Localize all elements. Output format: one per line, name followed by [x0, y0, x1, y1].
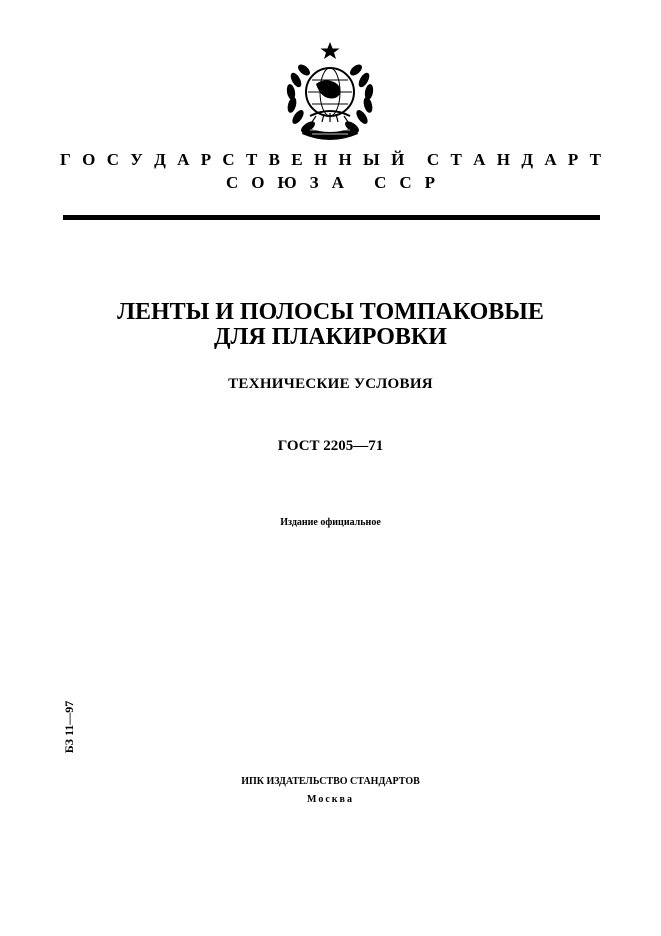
- header-letter: А: [544, 150, 557, 169]
- header-letter: А: [177, 150, 190, 169]
- publisher: ИПК ИЗДАТЕЛЬСТВО СТАНДАРТОВ: [241, 776, 420, 787]
- header-letter: Е: [291, 150, 303, 169]
- header-letter: У: [130, 150, 143, 169]
- ussr-state-emblem-icon: [276, 40, 384, 148]
- publisher-city: Москва: [307, 794, 354, 805]
- header-letter: Й: [391, 150, 405, 169]
- header-letter: Н: [338, 150, 352, 169]
- header-state-standard: [60, 150, 601, 170]
- header-letter: В: [268, 150, 280, 169]
- header-letter: Р: [200, 150, 212, 169]
- header-letter: Н: [313, 150, 328, 169]
- title-line: ЛЕНТЫ И ПОЛОСЫ ТОМПАКОВЫЕ: [117, 299, 544, 325]
- header-ussr: СОЮЗА ССР: [225, 173, 449, 192]
- header-letter: Д: [521, 150, 534, 169]
- document-subtitle: ТЕХНИЧЕСКИЕ УСЛОВИЯ: [228, 376, 433, 392]
- header-letter: С: [222, 150, 235, 169]
- side-code-text: БЗ 11—97: [62, 700, 76, 754]
- header-letter: Т: [245, 150, 258, 169]
- header-letter: Т: [589, 150, 601, 169]
- header-letter: Г: [60, 150, 71, 169]
- edition-note: Издание официальное: [280, 517, 381, 528]
- header-letter: Н: [496, 150, 510, 169]
- header-divider: [63, 215, 600, 220]
- gost-number: ГОСТ 2205—71: [277, 438, 384, 454]
- header-letter: О: [82, 150, 96, 169]
- header-letter: А: [473, 150, 486, 169]
- header-letter: Ы: [363, 150, 380, 169]
- document-title: [0, 300, 661, 350]
- header-letter: С: [106, 150, 119, 169]
- header-letter: Р: [567, 150, 579, 169]
- side-code: [62, 697, 76, 757]
- header-letter: С: [426, 150, 440, 169]
- title-line: ДЛЯ ПЛАКИРОВКИ: [214, 324, 447, 350]
- header-letter: Д: [154, 150, 166, 169]
- header-letter: Т: [450, 150, 462, 169]
